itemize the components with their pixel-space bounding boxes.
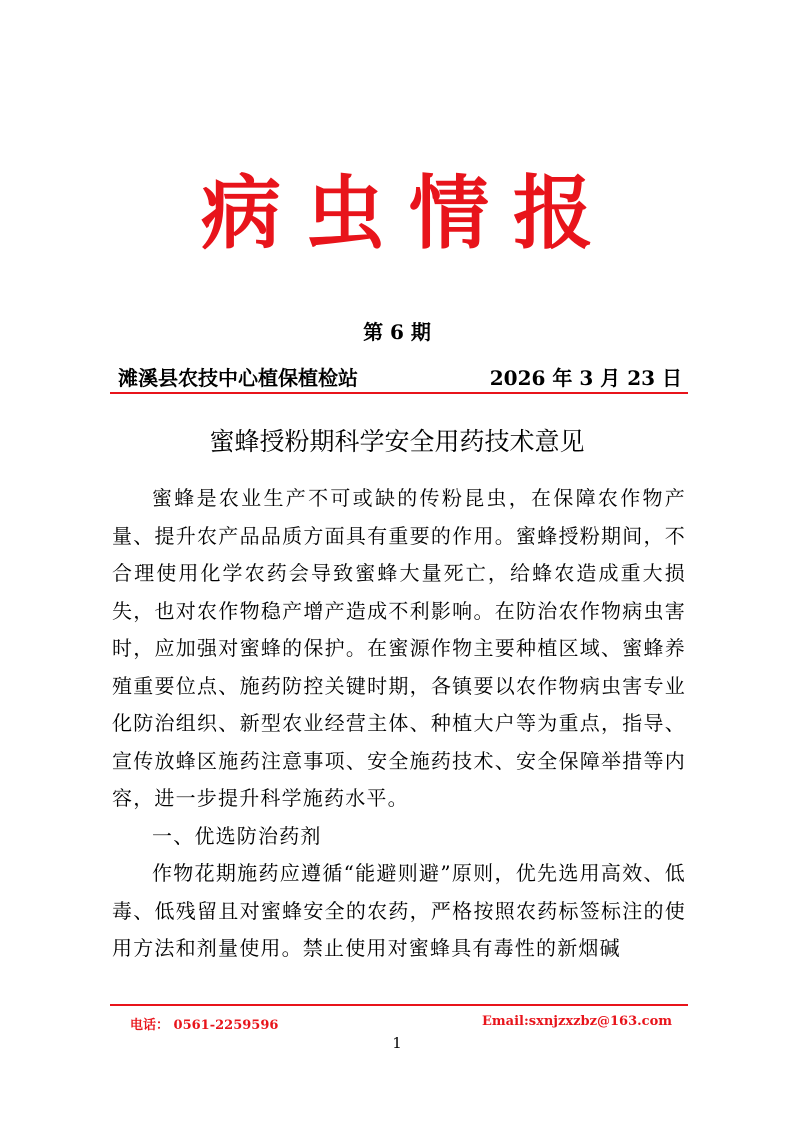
article-title: 蜜蜂授粉期科学安全用药技术意见 — [209, 427, 585, 456]
footer-divider — [110, 1004, 688, 1006]
intro-paragraph: 蜜蜂是农业生产不可或缺的传粉昆虫，在保障农作物产量、提升农产品品质方面具有重要的作用。蜜蜂授粉期间，不合理使用化学农药会导致蜜蜂大量死亡，给蜂农造成重大损失，也对农作物稳产增产造成不利影响。在防治农作物病虫害时，应加强对蜜蜂的保护。在蜜源作物主要种植区域、蜜蜂养殖重要位点、施药防控关键时期，各镇要以农作物病虫害专业化防治组织、新型农业经营主体、种植大户等为重点，指导、宣传放蜂区施药注意事项、安全施药技术、安全保障举措等内容，进一步提升科学施药水平。 — [112, 486, 686, 810]
publication-meta — [118, 362, 682, 392]
section-heading: 一、优选防治药剂 — [152, 823, 322, 848]
header-divider — [110, 392, 688, 394]
footer-phone: 电话： 0561-2259596 — [130, 1018, 279, 1033]
issue-number: 第 6 期 — [363, 320, 431, 344]
page-number: 1 — [392, 1034, 402, 1052]
article-body — [112, 480, 686, 968]
masthead-title: 病虫情报 — [201, 166, 617, 260]
publication-date: 2026 年 3 月 23 日 — [489, 366, 682, 390]
section-paragraph: 作物花期施药应遵循“能避则避”原则，优先选用高效、低毒、低残留且对蜜蜂安全的农药，严格按照农药标签标注的使用方法和剂量使用。禁止使用对蜜蜂具有毒性的新烟碱 — [112, 861, 686, 960]
footer-email: Email:sxnjzxzbz@163.com — [482, 1014, 672, 1029]
organization-name: 滩溪县农技中心植保植检站 — [118, 366, 358, 390]
